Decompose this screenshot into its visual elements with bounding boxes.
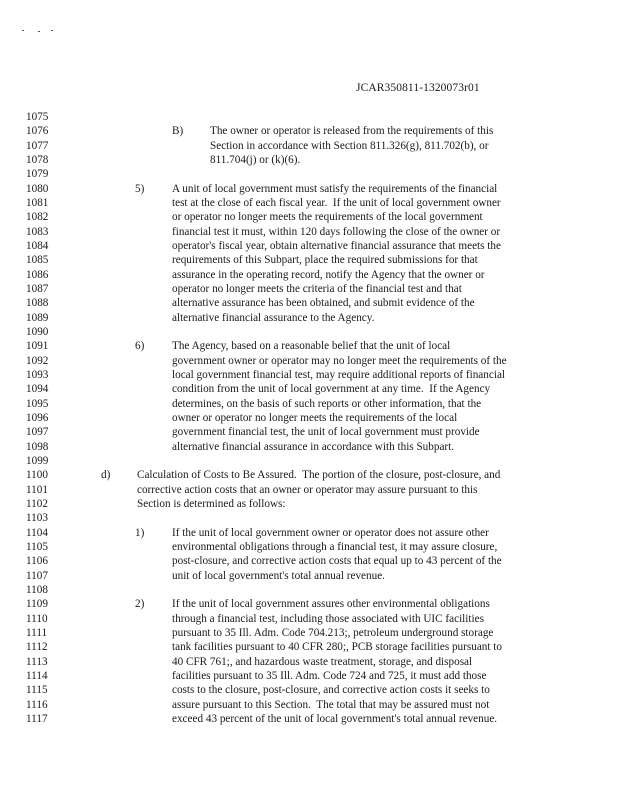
line-number: 1112 bbox=[26, 641, 48, 654]
line-number: 1111 bbox=[26, 626, 48, 639]
line-number: 1080 bbox=[26, 182, 49, 195]
paragraph-line: 40 CFR 761;, and hazardous waste treatment, storage, and disposal bbox=[172, 655, 473, 668]
line-number: 1081 bbox=[26, 196, 49, 209]
line-number: 1103 bbox=[26, 512, 48, 525]
line-number: 1086 bbox=[26, 268, 49, 281]
paragraph-line: corrective action costs that an owner or operator may assure pursuant to this bbox=[137, 483, 478, 496]
paragraph-line: alternative financial assurance to the Agency. bbox=[172, 311, 375, 324]
line-number: 1088 bbox=[26, 297, 49, 310]
paragraph-line: or operator no longer meets the requirements of the local government bbox=[172, 211, 483, 224]
scan-speck bbox=[38, 31, 40, 32]
line-number: 1109 bbox=[26, 598, 48, 611]
line-number: 1108 bbox=[26, 583, 48, 596]
line-number: 1105 bbox=[26, 540, 48, 553]
paragraph-line: unit of local government's total annual revenue. bbox=[172, 569, 385, 582]
line-number: 1095 bbox=[26, 397, 49, 410]
line-number: 1075 bbox=[26, 111, 49, 123]
document-header-id: JCAR350811-1320073r01 bbox=[356, 82, 480, 94]
paragraph-line: government owner or operator may no longer meet the requirements of the bbox=[172, 354, 507, 367]
paragraph-line: A unit of local government must satisfy the requirements of the financial bbox=[172, 182, 498, 195]
line-number: 1110 bbox=[26, 612, 48, 625]
paragraph-line: costs to the closure, post-closure, and corrective action costs it seeks to bbox=[172, 684, 490, 697]
line-number: 1093 bbox=[26, 368, 49, 381]
line-number: 1091 bbox=[26, 340, 49, 353]
line-number: 1094 bbox=[26, 383, 49, 396]
paragraph-line: Calculation of Costs to Be Assured. The portion of the closure, post-closure, and bbox=[137, 469, 501, 482]
line-number: 1096 bbox=[26, 411, 49, 424]
paragraph-line: 811.704(j) or (k)(6). bbox=[210, 153, 301, 166]
line-number: 1113 bbox=[26, 655, 48, 668]
line-number: 1117 bbox=[26, 712, 48, 725]
paragraph-line: Section in accordance with Section 811.326(g), 811.702(b), or bbox=[210, 139, 489, 152]
paragraph-line: facilities pursuant to 35 Ill. Adm. Code 724 and 725, it must add those bbox=[172, 669, 487, 682]
line-number: 1087 bbox=[26, 282, 49, 295]
line-number: 1084 bbox=[26, 239, 49, 252]
line-number: 1102 bbox=[26, 497, 48, 510]
line-number: 1107 bbox=[26, 569, 48, 582]
line-number: 1076 bbox=[26, 125, 49, 138]
line-number: 1092 bbox=[26, 354, 49, 367]
scan-speck bbox=[51, 30, 53, 31]
paragraph-line: owner or operator no longer meets the requirements of the local bbox=[172, 411, 458, 424]
paragraph-line: The Agency, based on a reasonable belief that the unit of local bbox=[172, 340, 451, 353]
paragraph-label: 6) bbox=[135, 340, 145, 353]
paragraph-line: pursuant to 35 Ill. Adm. Code 704.213;, petroleum underground storage bbox=[172, 626, 494, 639]
paragraph-line: exceed 43 percent of the unit of local government's total annual revenue. bbox=[172, 712, 498, 725]
paragraph-line: requirements of this Subpart, place the required submissions for that bbox=[172, 254, 478, 267]
paragraph-line: through a financial test, including those associated with UIC facilities bbox=[172, 612, 484, 625]
line-number: 1090 bbox=[26, 325, 49, 338]
line-number: 1099 bbox=[26, 454, 49, 467]
line-number: 1115 bbox=[26, 684, 48, 697]
paragraph-line: operator's fiscal year, obtain alternative financial assurance that meets the bbox=[172, 239, 501, 252]
paragraph-line: local government financial test, may require additional reports of financial bbox=[172, 368, 506, 381]
line-number: 1079 bbox=[26, 168, 49, 181]
paragraph-line: tank facilities pursuant to 40 CFR 280;, PCB storage facilities pursuant to bbox=[172, 641, 502, 654]
paragraph-line: assurance in the operating record, notify the Agency that the owner or bbox=[172, 268, 485, 281]
paragraph-line: assure pursuant to this Section. The total that may be assured must not bbox=[172, 698, 490, 711]
line-number: 1089 bbox=[26, 311, 49, 324]
line-number: 1078 bbox=[26, 153, 49, 166]
line-number: 1104 bbox=[26, 526, 48, 539]
line-number: 1101 bbox=[26, 483, 48, 496]
line-number: 1114 bbox=[26, 669, 48, 682]
scan-speck bbox=[22, 30, 24, 31]
paragraph-line: If the unit of local government owner or operator does not assure other bbox=[172, 526, 489, 539]
line-number: 1116 bbox=[26, 698, 48, 711]
line-number: 1082 bbox=[26, 211, 49, 224]
paragraph-line: test at the close of each fiscal year. If the unit of local government owner bbox=[172, 196, 501, 209]
line-number: 1097 bbox=[26, 426, 49, 439]
paragraph-line: operator no longer meets the criteria of the financial test and that bbox=[172, 282, 462, 295]
line-number: 1106 bbox=[26, 555, 48, 568]
line-number: 1083 bbox=[26, 225, 49, 238]
paragraph-label: 2) bbox=[135, 598, 145, 611]
paragraph-label: 5) bbox=[135, 182, 145, 195]
paragraph-line: alternative assurance has been obtained, and submit evidence of the bbox=[172, 297, 475, 310]
paragraph-line: condition from the unit of local government at any time. If the Agency bbox=[172, 383, 491, 396]
line-number: 1100 bbox=[26, 469, 48, 482]
paragraph-label: 1) bbox=[135, 526, 145, 539]
paragraph-line: Section is determined as follows: bbox=[137, 497, 286, 510]
paragraph-label: d) bbox=[101, 469, 111, 482]
paragraph-line: The owner or operator is released from the requirements of this bbox=[210, 125, 494, 138]
line-number: 1077 bbox=[26, 139, 49, 152]
paragraph-line: post-closure, and corrective action costs that equal up to 43 percent of the bbox=[172, 555, 502, 568]
paragraph-line: environmental obligations through a financial test, it may assure closure, bbox=[172, 540, 498, 553]
paragraph-line: determines, on the basis of such reports or other information, that the bbox=[172, 397, 482, 410]
paragraph-line: government financial test, the unit of local government must provide bbox=[172, 426, 480, 439]
line-number: 1085 bbox=[26, 254, 49, 267]
paragraph-line: alternative financial assurance in accordance with this Subpart. bbox=[172, 440, 455, 453]
paragraph-line: If the unit of local government assures other environmental obligations bbox=[172, 598, 490, 611]
line-number: 1098 bbox=[26, 440, 49, 453]
paragraph-line: financial test it must, within 120 days following the close of the owner or bbox=[172, 225, 501, 238]
paragraph-label: B) bbox=[172, 125, 184, 138]
